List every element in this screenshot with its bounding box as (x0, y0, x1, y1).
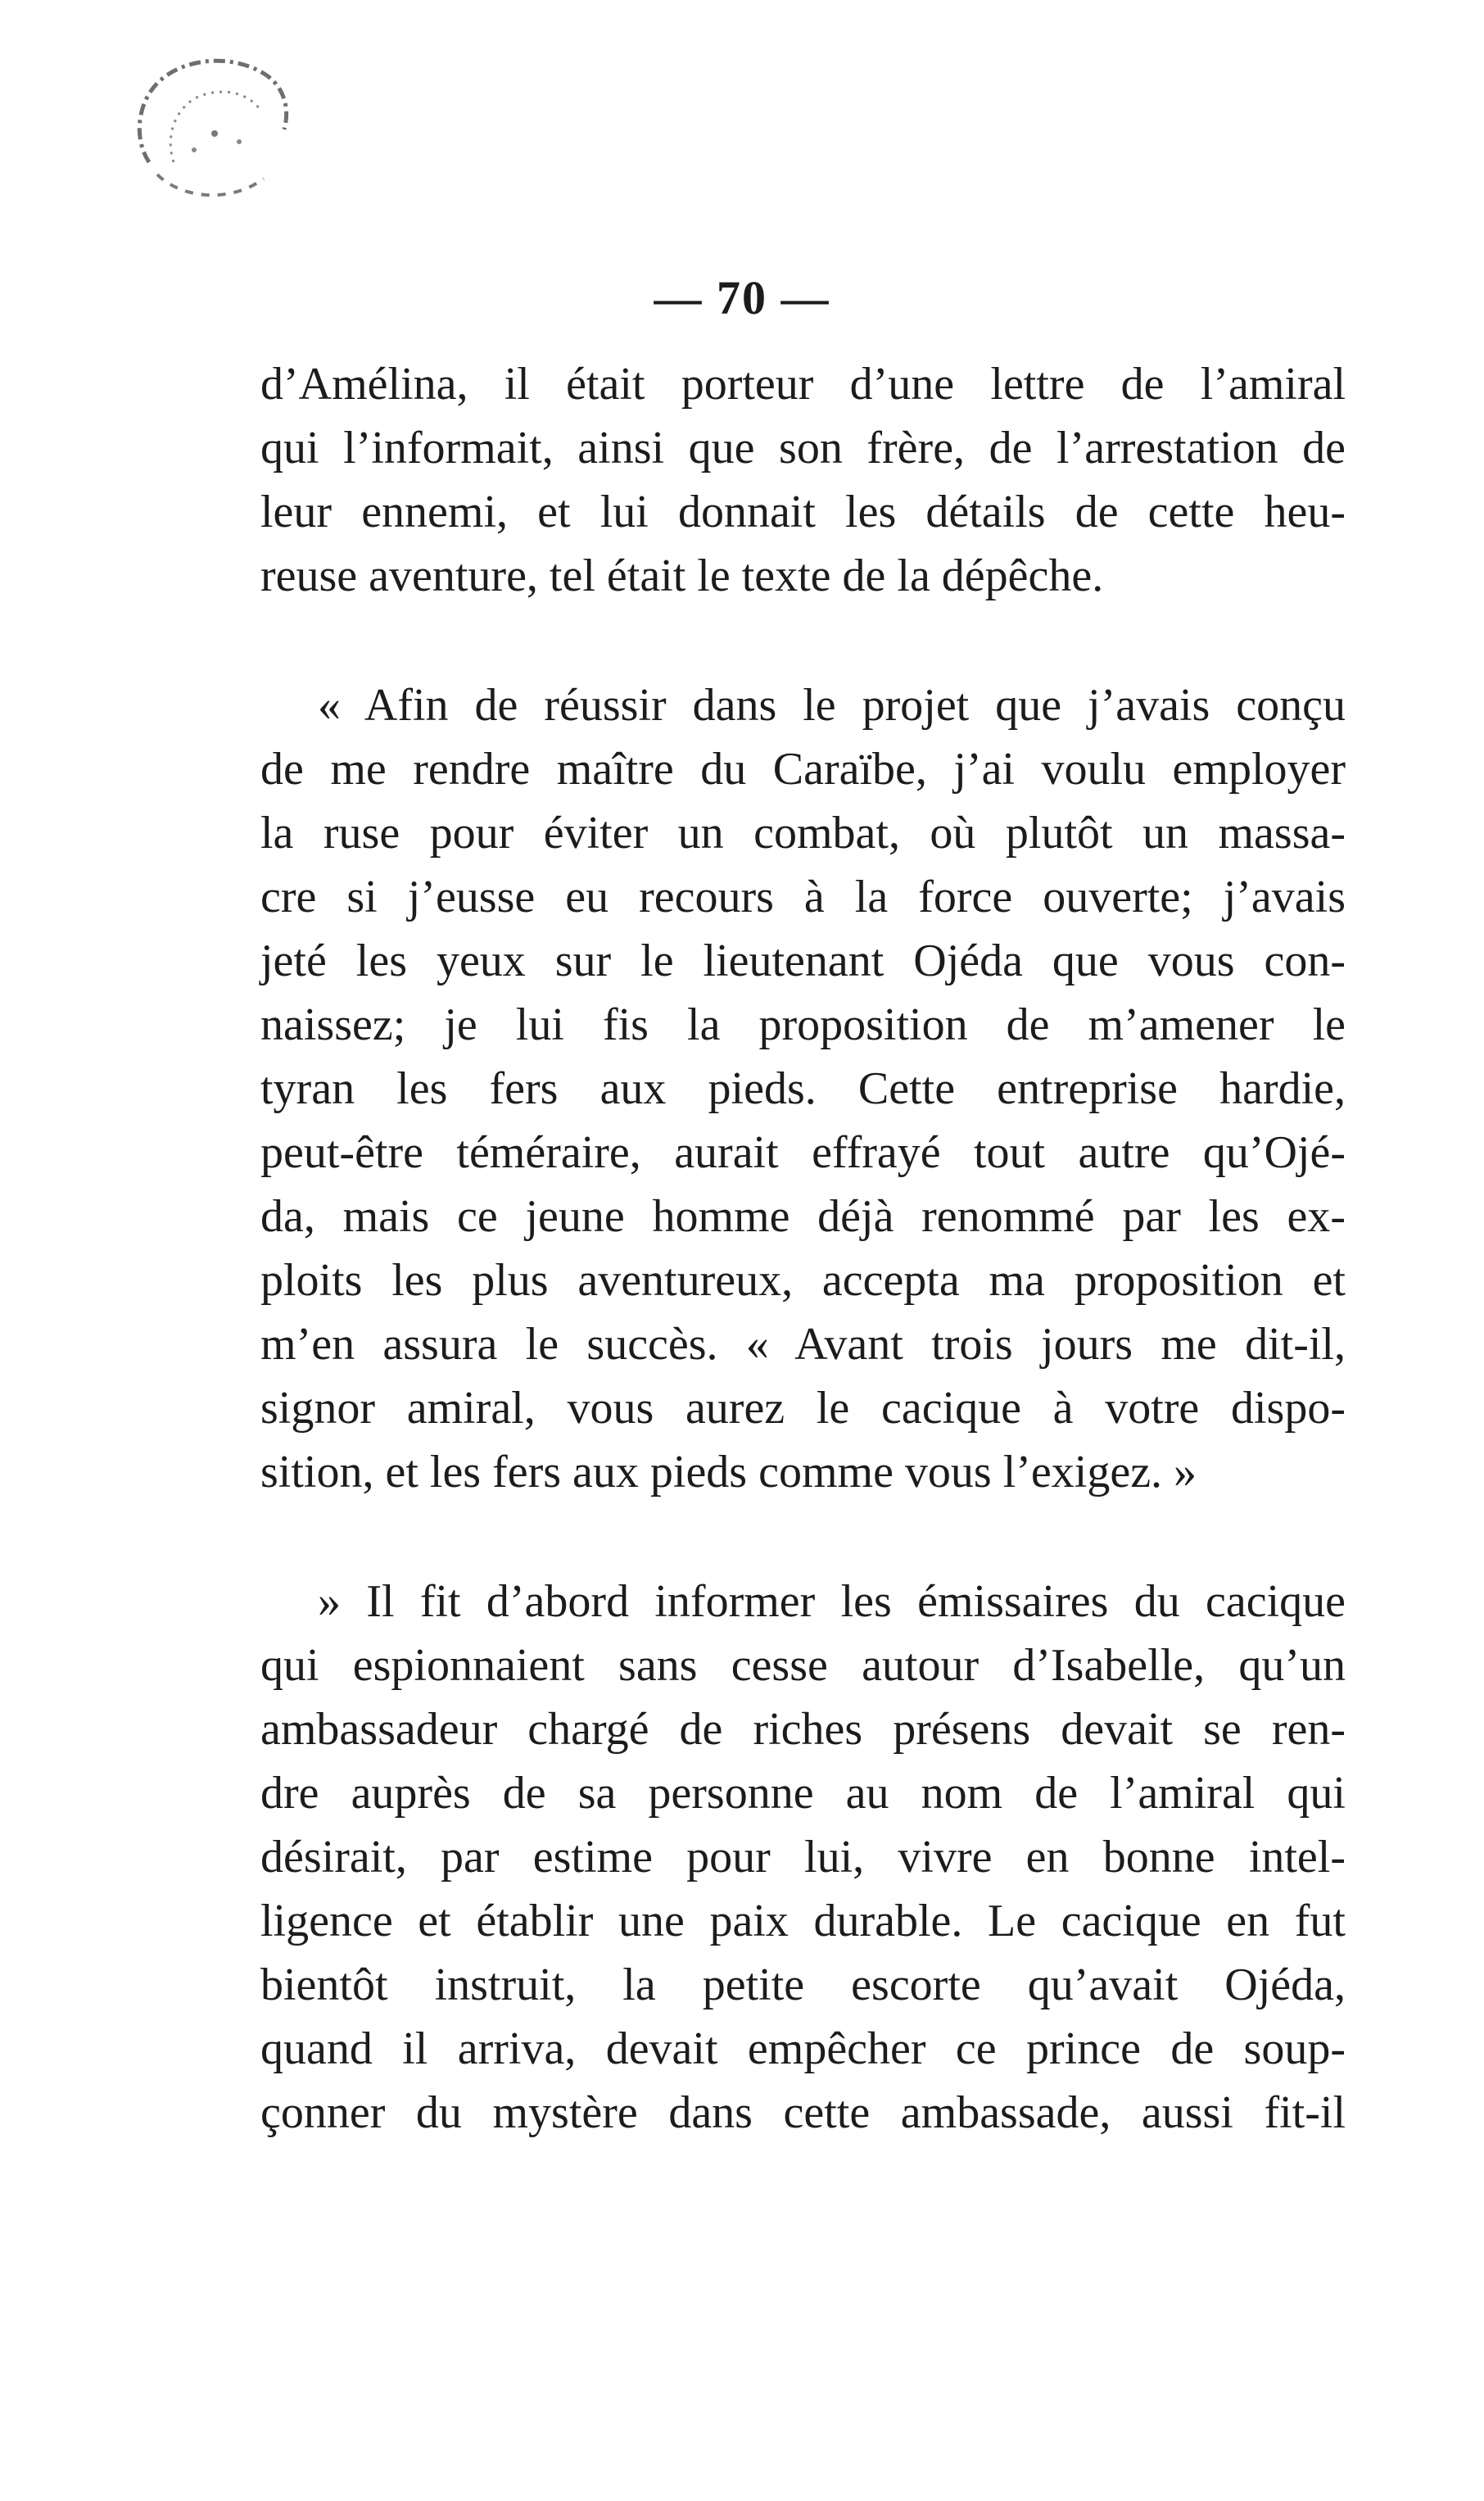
text-line: désirait, par estime pour lui, vivre en bonne intel- (260, 1832, 1346, 1883)
text-line: cre si j’eusse eu recours à la force ouverte; j’avais (260, 872, 1346, 922)
text-line: signor amiral, vous aurez le cacique à votre dispo- (260, 1383, 1346, 1434)
paragraph-gap (260, 1504, 1346, 1570)
text-line: leur ennemi, et lui donnait les détails de cette heu- (260, 487, 1346, 537)
page-number: — 70 — (654, 271, 830, 324)
text-line: reuse aventure, tel était le texte de la dépêche. (260, 550, 1104, 601)
text-line: peut-être téméraire, aurait effrayé tout autre qu’Ojé- (260, 1127, 1346, 1178)
text-line: sition, et les fers aux pieds comme vous l’exigez. » (260, 1447, 1197, 1497)
paragraph (260, 352, 1346, 608)
library-stamp-icon (116, 39, 301, 211)
text-line: qui l’informait, ainsi que son frère, de l’arrestation de (260, 423, 1346, 473)
text-line: quand il arriva, devait empêcher ce prince de soup- (260, 2023, 1346, 2074)
text-line: la ruse pour éviter un combat, où plutôt un massa- (260, 808, 1346, 859)
text-line: naissez; je lui fis la proposition de m’amener le (260, 999, 1346, 1050)
text-line: çonner du mystère dans cette ambassade, aussi fit-il (260, 2087, 1346, 2138)
text-line: » Il fit d’abord informer les émissaires du cacique (318, 1576, 1346, 1627)
text-line: ligence et établir une paix durable. Le cacique en fut (260, 1896, 1346, 1946)
body-text (260, 352, 1346, 2145)
text-line: m’en assura le succès. « Avant trois jours me dit-il, (260, 1319, 1346, 1370)
text-line: bientôt instruit, la petite escorte qu’avait Ojéda, (260, 1960, 1346, 2010)
text-line: jeté les yeux sur le lieutenant Ojéda que vous con- (260, 936, 1346, 986)
text-line: ambassadeur chargé de riches présens devait se ren- (260, 1704, 1346, 1755)
paragraph (260, 673, 1346, 1504)
text-line: de me rendre maître du Caraïbe, j’ai voulu employer (260, 744, 1346, 795)
paragraph (260, 1570, 1346, 2145)
paragraph-gap (260, 608, 1346, 673)
text-line: d’Amélina, il était porteur d’une lettre de l’amiral (260, 359, 1346, 410)
text-line: qui espionnaient sans cesse autour d’Isabelle, qu’un (260, 1640, 1346, 1691)
text-line: « Afin de réussir dans le projet que j’avais conçu (318, 680, 1346, 731)
text-line: tyran les fers aux pieds. Cette entreprise hardie, (260, 1063, 1346, 1114)
text-line: ploits les plus aventureux, accepta ma proposition et (260, 1255, 1346, 1306)
text-line: da, mais ce jeune homme déjà renommé par les ex- (260, 1191, 1346, 1242)
text-line: dre auprès de sa personne au nom de l’amiral qui (260, 1768, 1346, 1819)
